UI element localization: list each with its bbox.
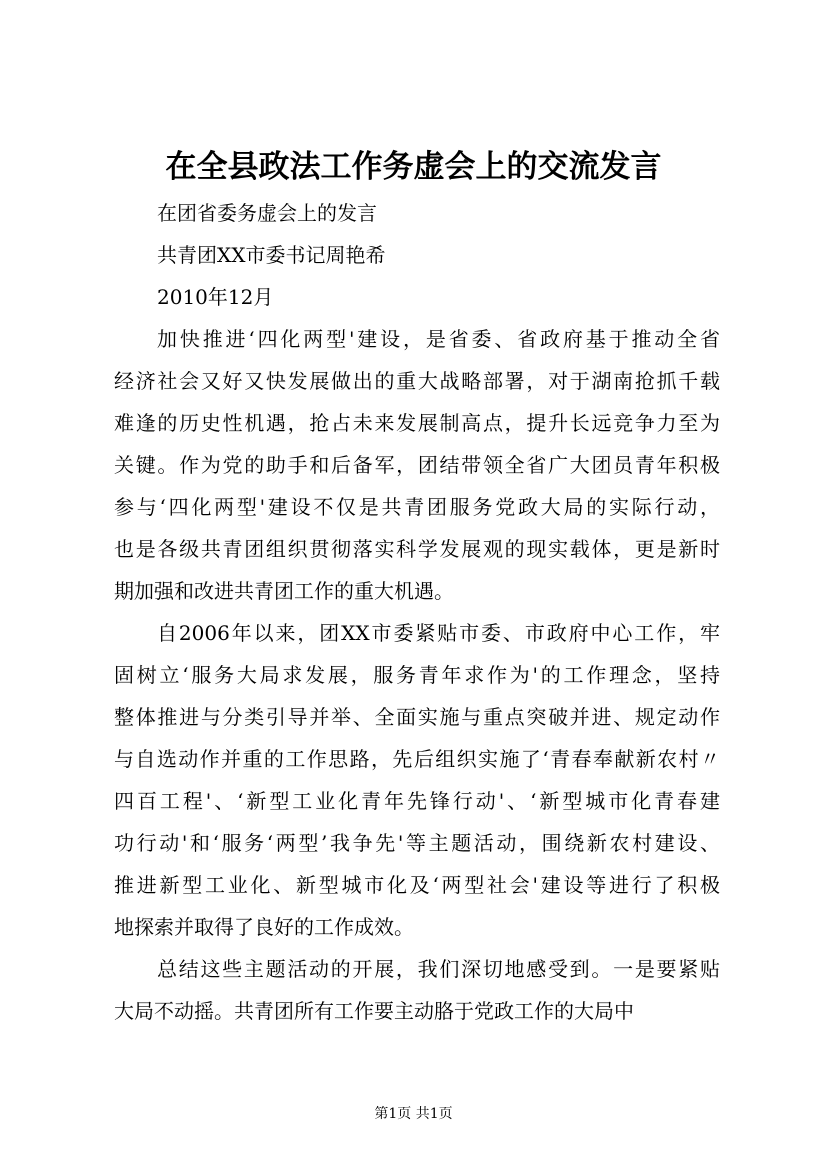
paragraph-line: 功行动'和‘服务‘两型’我争先'等主题活动，围绕新农村建设、	[114, 831, 720, 855]
document-author: 共青团XX市委书记周艳希	[157, 243, 386, 267]
paragraph-line: 推进新型工业化、新型城市化及‘两型社会'建设等进行了积极	[114, 873, 720, 897]
paragraph-line: 总结这些主题活动的开展，我们深切地感受到。一是要紧贴	[157, 957, 720, 981]
paragraph-line: 加快推进‘四化两型'建设，是省委、省政府基于推动全省	[157, 327, 720, 351]
paragraph-line: 参与‘四化两型'建设不仅是共青团服务党政大局的实际行动，	[114, 495, 720, 519]
paragraph-line: 固树立‘服务大局求发展，服务青年求作为'的工作理念，坚持	[114, 663, 720, 687]
paragraph-line: 难逢的历史性机遇，抢占未来发展制高点，提升长远竞争力至为	[114, 411, 720, 435]
paragraph-line: 也是各级共青团组织贯彻落实科学发展观的现实载体，更是新时	[114, 537, 720, 561]
paragraph-line: 经济社会又好又快发展做出的重大战略部署，对于湖南抢抓千载	[114, 369, 720, 393]
paragraph-line: 地探索并取得了良好的工作成效。	[114, 915, 414, 939]
paragraph-line: 整体推进与分类引导并举、全面实施与重点突破并进、规定动作	[114, 705, 720, 729]
document-subtitle: 在团省委务虚会上的发言	[157, 201, 377, 225]
paragraph-line: 与自选动作并重的工作思路，先后组织实施了‘青春奉献新农村〃	[114, 747, 720, 771]
paragraph-line: 期加强和改进共青团工作的重大机遇。	[114, 579, 454, 603]
document-date: 2010年12月	[157, 285, 274, 309]
paragraph-line: 四百工程'、‘新型工业化青年先锋行动'、‘新型城市化青春建	[114, 789, 720, 813]
document-title: 在全县政法工作务虚会上的交流发言	[165, 149, 662, 185]
paragraph-line: 关键。作为党的助手和后备军，团结带领全省广大团员青年积极	[114, 453, 720, 477]
paragraph-line: 大局不动摇。共青团所有工作要主动胳于党政工作的大局中	[114, 999, 634, 1023]
page-footer: 第1页 共1页	[374, 1106, 453, 1122]
paragraph-line: 自2006年以来，团XX市委紧贴市委、市政府中心工作，牢	[157, 621, 720, 645]
